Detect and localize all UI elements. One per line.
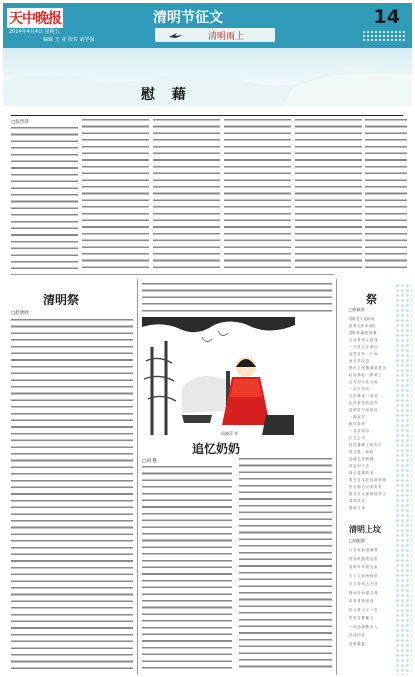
poem-line: 一 首 清 明 诗 [349,429,369,433]
article-title-wei-ji: 慰 藉 [141,87,192,103]
column-divider [336,279,337,675]
poem-line: 一 次 次 回 首 [349,387,369,391]
article-column [224,119,291,269]
article-column [11,319,133,671]
masthead-bar [3,3,412,48]
article-column [142,283,332,313]
poem-line: 归 途 回 首 [349,633,365,637]
dateline: 2014年4月4日 星期五 [9,29,60,35]
poem-line: 黑 色 衣 里 蘸 满 绵 思 念 [349,366,386,370]
poem-author: □崔新彦 [349,307,365,312]
poem-title-qing-ming-shang-fen: 清明上坟 [349,524,381,534]
section-divider [11,274,334,275]
poem-author: □胡振海 [349,538,365,543]
title-rule [11,115,403,116]
poem-line: 为 你 摘 来 一 束 花 [349,394,378,398]
article-column [82,119,149,269]
article-column [11,127,78,269]
poem-line: 我 在 这 头 深 深 地 怀 念 [349,492,386,496]
poem-line: 轻 抚 墓 碑 上 的 名 字 [349,443,382,447]
poem-line: 哀 思 化 作 一 片 雨 [349,352,378,356]
poem-line: 清明 杜宇 乱啼 叫 [349,317,375,321]
newspaper-logo: 天中晚报 [7,8,63,28]
article-byline: □赵欣欣 [11,311,29,316]
article-column [365,119,407,269]
poem-line: 我 在 这 头 轻 轻 地 呼 唤 [349,478,386,482]
column-divider [137,279,138,675]
poem-line: 长 在 心 中 [349,436,365,440]
article-title-zhui-yi-nai-nai: 追忆奶奶 [192,442,241,456]
poem-line: 连 接 生 死 两 端 [349,457,374,461]
article-column [153,119,220,269]
poem-line: 风 吹 过 柳 絮 飞 [349,616,374,620]
poem-line: 四 野 人家 青 绿色 [349,324,376,328]
article-column [295,119,362,269]
illustration-caption: 周晓萍 作 [221,431,239,436]
poem-line: 春 风 吹 过 [349,499,365,503]
sidebar-dot-strip [395,283,412,675]
poem-line: 几 回 梦 里 又 相 逢 [349,338,378,342]
poem-title-ji: 祭 [366,293,377,306]
article-byline: □刘 艳 [142,459,157,464]
poem-line: 泪 眼 朦 胧 [349,641,365,646]
poem-line: 跪 叩 祭 拜 [349,422,365,426]
section-title: 清明节征文 [153,10,223,26]
page-number: 14 [373,6,400,28]
poem-line: 你 在 那 边 可 曾 听 见 [349,485,382,489]
poem-line: 思 念 是 一 座 桥 [349,450,374,454]
poem-line: 行 至 坟 前 泪 满 襟 [349,548,378,552]
poem-line: 点 点 泪 水 化 为 雨 [349,380,378,384]
poem-line: 那 个 温 暖 的 家 [349,471,374,475]
grandmother-illustration [142,317,295,435]
poem-line: 再 也 回 不 去 [349,464,369,468]
poem-line: 坟 头 新 土 又 一 年 [349,607,378,612]
poem-line: 轻 轻 掬 起 一 捧 黄 土 [349,373,382,377]
poem-line: 化 作 祭 奠 的 哀 伤 [349,401,378,405]
poem-line: 一 路 泥 泞 [349,415,365,419]
poem-line: 清明 孤 魂 纸 钱 飘 [349,331,377,335]
poem-line: 细 雨 纷 纷 湿 衣 襟 [349,590,378,595]
article-column [239,458,332,671]
poem-line: 岁 月 匆 匆 去 不 回 [349,582,378,586]
poem-line: 一 日 故 人 在 深 坟 [349,345,378,349]
poem-line: 清 明 年 年 祭 先 祖 [349,565,378,569]
poem-line: 微 雨 又 来 [349,506,365,510]
editor-credits: 编辑 王 亚 校对 刘学强 [43,37,95,43]
poem-line: 一 杯 浊 酒 敬 亲 人 [349,624,378,629]
newspaper-page [3,3,412,675]
article-title-qing-ming-ji: 清明祭 [43,293,80,307]
dot-pattern [362,30,406,42]
article-byline: □张晋萍 [11,120,29,125]
poem-line: 草 青 青 路 迢 迢 [349,599,374,603]
poem-line: 雨 无 声 叹 息 [349,359,369,363]
landscape-banner-illustration [3,48,412,106]
article-column [142,466,232,671]
section-banner-text: 清明雨上 [208,32,245,42]
poem-line: 香 烛 纸 钱 寄 哀 思 [349,556,378,561]
poem-line: 天 上 人 间 两 相 依 [349,573,378,578]
poem-line: 清 明 时 节 雨 纷 纷 [349,408,378,412]
